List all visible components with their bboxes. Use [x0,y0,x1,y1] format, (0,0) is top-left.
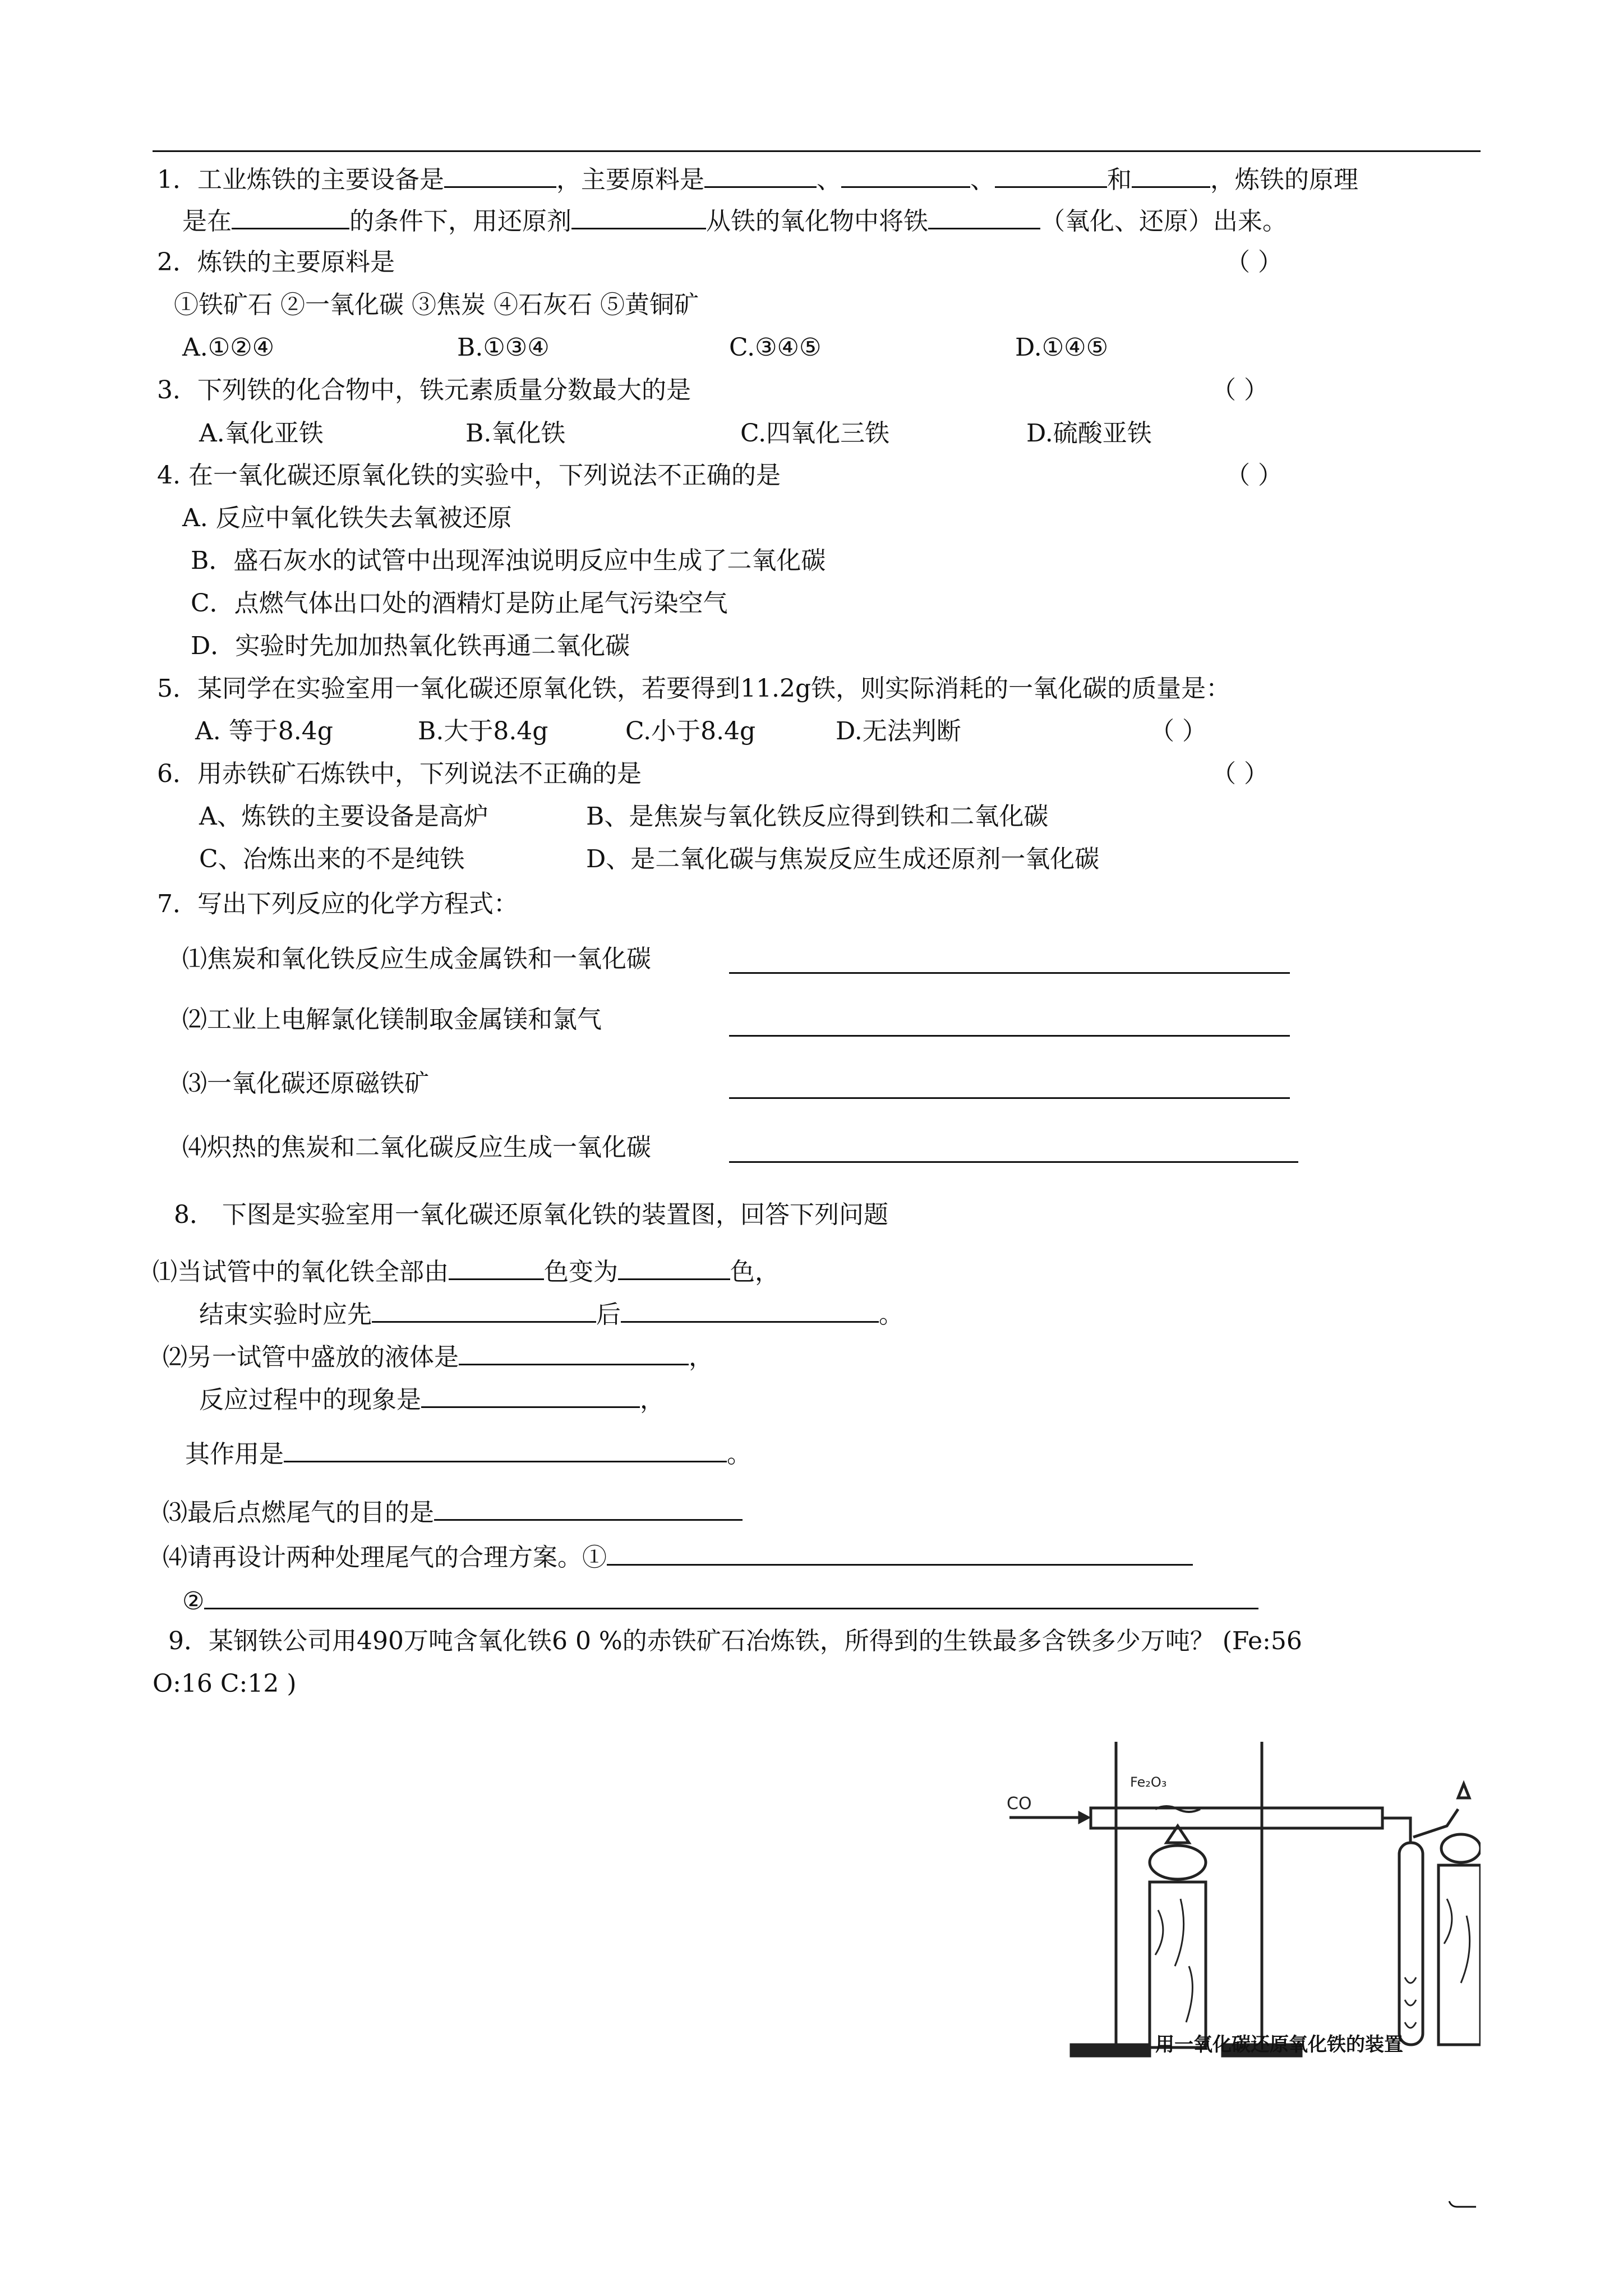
burner-flame-right [1458,1784,1469,1798]
q1-blank-material-4[interactable] [1132,162,1210,188]
q8-part3-line [163,1494,743,1529]
q8-p1-text-e: 后 [596,1300,621,1329]
q8-p1-blank-color-to[interactable] [618,1254,730,1280]
corner-mark-icon [1447,2198,1478,2209]
q3-option-c: C.四氧化三铁 [740,419,890,448]
q6-option-d: D、是二氧化碳与焦炭反应生成还原剂一氧化碳 [586,845,1100,873]
q7-item-4: ⑷炽热的焦炭和二氧化碳反应生成一氧化碳 [182,1133,651,1162]
exhaust-pipe [1413,1809,1458,1837]
q4-option-b: B．盛石灰水的试管中出现浑浊说明反应中生成了二氧化碳 [191,546,826,575]
lamp-block-left [1150,1882,1206,2047]
q6-stem: 6．用赤铁矿石炼铁中，下列说法不正确的是 [157,760,642,788]
co-label: CO [1007,1794,1032,1814]
q3-stem: 3．下列铁的化合物中，铁元素质量分数最大的是 [157,376,691,404]
q5-option-a: A. 等于8.4g [195,717,333,746]
q2-option-c: C.③④⑤ [729,333,822,362]
q8-p4-text-b: ② [182,1587,205,1616]
q1-text-j: （氧化、还原）出来。 [1040,207,1287,236]
q8-part1-line2 [199,1296,903,1331]
q8-p1-text-c: 色， [730,1258,780,1286]
q4-option-a: A. 反应中氧化铁失去氧被还原 [182,504,512,532]
q1-text-h: 的条件下，用还原剂 [349,207,571,236]
q8-part2-line3 [185,1436,751,1470]
q9-line2: O:16 C:12 ) [153,1669,297,1698]
q8-part4-line2 [182,1583,1258,1617]
q6-option-b: B、是焦炭与氧化铁反应得到铁和二氧化碳 [586,802,1049,831]
header-rule [153,150,1481,152]
figure-caption: 用一氧化碳还原氧化铁的装置 [1155,2033,1403,2056]
q1-blank-material-1[interactable] [704,162,817,188]
q4-answer-paren[interactable]: （ ） [1225,461,1283,490]
q8-p2-text-b: ， [689,1343,713,1372]
q8-p2-text-d: ， [640,1386,665,1414]
q8-p3-blank[interactable] [434,1494,743,1521]
alcohol-lamp-left [1150,1846,1206,1879]
q5-answer-paren[interactable]: （ ） [1150,717,1207,746]
q5-option-b: B.大于8.4g [418,717,548,746]
q6-answer-paren[interactable]: （ ） [1211,760,1269,788]
q7-answer-line-1[interactable] [729,972,1290,974]
q4-option-d: D．实验时先加加热氧化铁再通二氧化碳 [191,632,630,660]
q8-p2-text-f: 。 [727,1440,751,1469]
q8-p3-text: ⑶最后点燃尾气的目的是 [163,1498,434,1527]
q2-stem: 2．炼铁的主要原料是 [157,248,395,277]
fe2o3-label: Fe₂O₃ [1130,1774,1167,1790]
lamp-block-right [1438,1865,1481,2045]
q5-option-d: D.无法判断 [836,717,961,746]
q3-answer-paren[interactable]: （ ） [1211,376,1269,404]
q1-line2 [182,203,1287,237]
q8-p2-blank-phenomenon[interactable] [421,1382,640,1408]
q7-item-1: ⑴焦炭和氧化铁反应生成金属铁和一氧化碳 [182,945,651,973]
q4-stem: 4. 在一氧化碳还原氧化铁的实验中，下列说法不正确的是 [157,461,781,490]
q6-option-a: A、炼铁的主要设备是高炉 [199,802,488,831]
q2-items: ①铁矿石 ②一氧化碳 ③焦炭 ④石灰石 ⑤黄铜矿 [174,291,699,319]
q5-option-c: C.小于8.4g [625,717,756,746]
q1-text-a: 1．工业炼铁的主要设备是 [157,165,444,194]
q8-stem: 8． 下图是实验室用一氧化碳还原氧化铁的装置图，回答下列问题 [174,1200,888,1229]
q9-line1: 9．某钢铁公司用490万吨含氧化铁6 0 %的赤铁矿石冶炼铁，所得到的生铁最多含铁多少万吨？ (Fe:56 [168,1627,1302,1655]
q7-item-2: ⑵工业上电解氯化镁制取金属镁和氯气 [182,1005,602,1034]
q1-text-f: ，炼铁的原理 [1210,165,1358,194]
q8-part2-line2 [199,1382,665,1416]
q1-blank-condition[interactable] [232,203,349,229]
q8-p2-text-a: ⑵另一试管中盛放的液体是 [163,1343,459,1372]
q1-blank-material-2[interactable] [841,162,970,188]
q8-part1-line1 [153,1254,780,1288]
q7-answer-line-2[interactable] [729,1035,1290,1037]
outlet-pipe [1382,1818,1410,1843]
q7-answer-line-4[interactable] [729,1161,1298,1163]
q1-text-g: 是在 [182,207,232,236]
q2-option-d: D.①④⑤ [1015,333,1109,362]
q8-p1-blank-color-from[interactable] [449,1254,544,1280]
q7-item-3: ⑶一氧化碳还原磁铁矿 [182,1069,429,1098]
q5-stem: 5．某同学在实验室用一氧化碳还原氧化铁，若要得到11.2g铁，则实际消耗的一氧化碳的质量是： [157,674,1231,703]
q3-option-a: A.氧化亚铁 [199,419,324,448]
q8-p4-blank-1[interactable] [607,1539,1193,1566]
q3-option-b: B.氧化铁 [465,419,566,448]
co-arrow-icon [1080,1813,1088,1822]
q8-p1-text-a: ⑴当试管中的氧化铁全部由 [153,1258,449,1286]
q1-line1 [157,162,1358,196]
q1-text-e: 和 [1107,165,1132,194]
alcohol-lamp-right [1441,1834,1481,1862]
q7-answer-line-3[interactable] [729,1097,1290,1099]
q1-blank-reductant[interactable] [571,203,706,229]
q8-part4-line1 [163,1539,1193,1573]
q1-text-d: 、 [970,165,995,194]
q8-p4-blank-2[interactable] [204,1583,1258,1609]
q2-option-b: B.①③④ [457,333,550,362]
q8-p1-text-f: 。 [879,1300,903,1329]
q8-p1-blank-first[interactable] [372,1296,596,1323]
reaction-tube [1091,1808,1382,1828]
q3-option-d: D.硫酸亚铁 [1026,419,1152,448]
q2-answer-paren[interactable]: （ ） [1225,248,1283,277]
q1-text-c: 、 [817,165,841,194]
stand-left-base [1071,2045,1150,2056]
q8-p1-text-d: 结束实验时应先 [199,1300,372,1329]
q1-text-b: ，主要原料是 [556,165,704,194]
q4-option-c: C．点燃气体出口处的酒精灯是防止尾气污染空气 [191,589,728,618]
q1-blank-material-3[interactable] [995,162,1107,188]
q8-p1-text-b: 色变为 [544,1258,618,1286]
q1-blank-redox[interactable] [928,203,1040,229]
q1-blank-equipment[interactable] [444,162,556,188]
apparatus-figure [987,1731,1481,2067]
q8-p4-text-a: ⑷请再设计两种处理尾气的合理方案。① [163,1543,607,1572]
q8-p2-blank-purpose[interactable] [284,1436,727,1462]
q8-p2-text-e: 其作用是 [185,1440,284,1469]
q8-p1-blank-then[interactable] [621,1296,879,1323]
q1-text-i: 从铁的氧化物中将铁 [706,207,928,236]
q8-part2-line1 [163,1339,713,1373]
q6-option-c: C、冶炼出来的不是纯铁 [199,845,465,873]
q7-stem: 7．写出下列反应的化学方程式： [157,890,518,918]
limewater-test-tube [1399,1843,1423,2045]
q2-option-a: A.①②④ [182,333,275,362]
q8-p2-text-c: 反应过程中的现象是 [199,1386,421,1414]
q8-p2-blank-liquid[interactable] [459,1339,689,1365]
